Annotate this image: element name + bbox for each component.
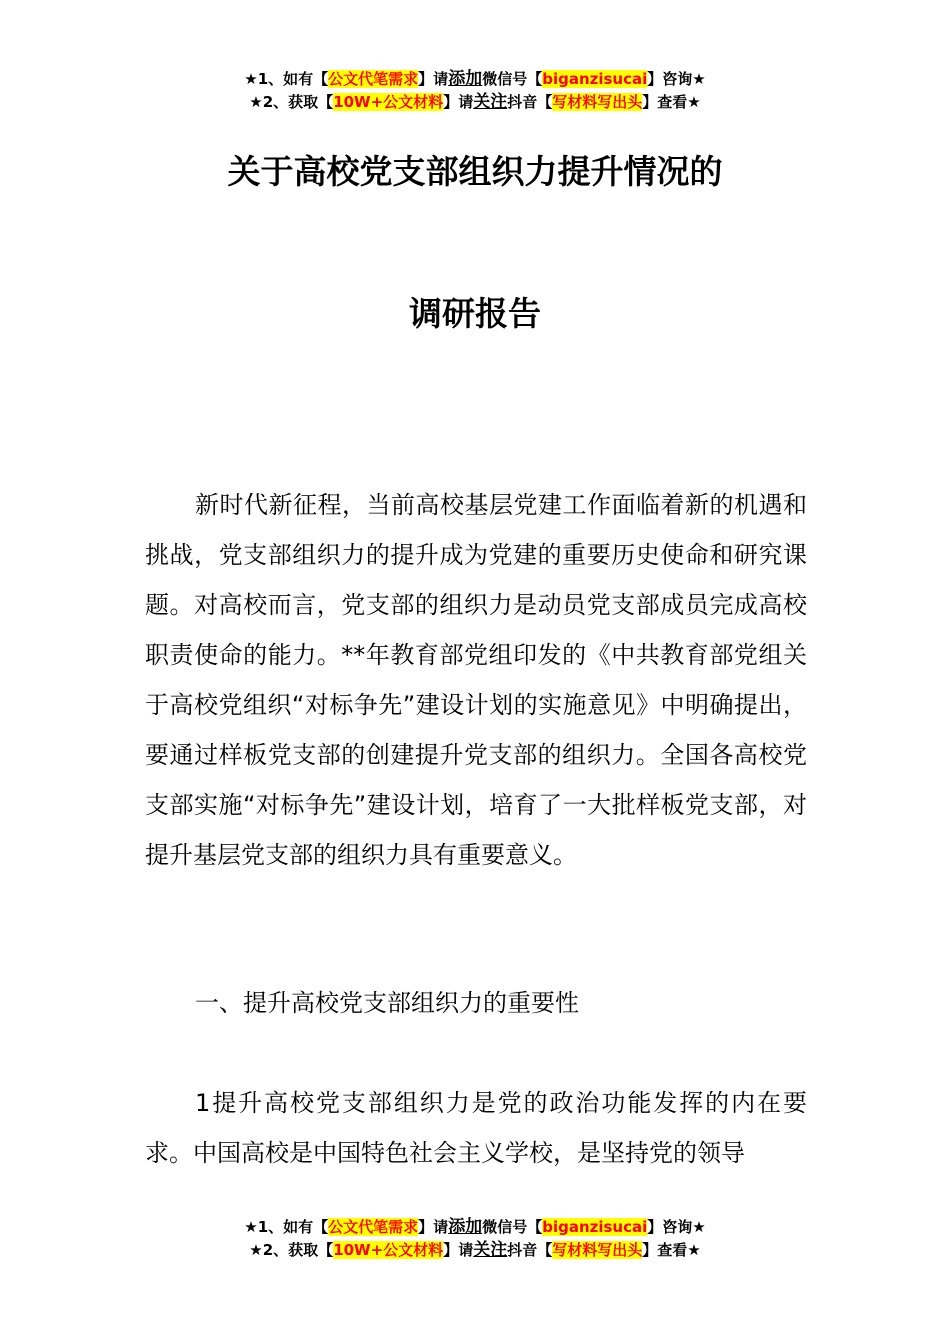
promo-banner-top <box>0 68 950 114</box>
promo-highlight: 10W+公文材料 <box>333 93 444 111</box>
promo-underline: 关注 <box>473 1240 508 1260</box>
promo-wechat-id: biganzisucai <box>542 70 648 88</box>
promo-wechat-id: biganzisucai <box>542 1218 648 1236</box>
promo-highlight: 公文代笔需求 <box>328 70 419 88</box>
promo-line-1: ★1、如有【公文代笔需求】请添加微信号【biganzisucai】咨询★ <box>244 1217 706 1237</box>
promo-line-1: ★1、如有【公文代笔需求】请添加微信号【biganzisucai】咨询★ <box>244 69 706 89</box>
promo-banner-bottom <box>0 1216 950 1262</box>
body-paragraph: 新时代新征程，当前高校基层党建工作面临着新的机遇和挑战，党支部组织力的提升成为党建的重要历史使命和研究课题。对高校而言，党支部的组织力是动员党支部成员完成高校职责使命的能力。**年教育部党组印发的《中共教育部党组关于高校党组织“对标争先”建设计划的实施意见》中明确提出，要通过样板党支部的创建提升党支部的组织力。全国各高校党支部实施“对标争先”建设计划，培育了一大批样板党支部，对提升基层党支部的组织力具有重要意义。 <box>145 491 807 869</box>
section-heading: 一、提升高校党支部组织力的重要性 <box>195 989 579 1017</box>
document-title-line-2: 调研报告 <box>409 294 541 333</box>
promo-underline: 关注 <box>473 92 508 112</box>
document-title-line-1: 关于高校党支部组织力提升情况的 <box>227 152 723 191</box>
promo-douyin-id: 写材料写出头 <box>552 1241 643 1259</box>
body-paragraph: 1提升高校党支部组织力是党的政治功能发挥的内在要求。中国高校是中国特色社会主义学校，是坚持党的领导 <box>145 1089 807 1167</box>
promo-highlight: 公文代笔需求 <box>328 1218 419 1236</box>
promo-line-2: ★2、获取【10W+公文材料】请关注抖音【写材料写出头】查看★ <box>249 1240 701 1260</box>
promo-line-2: ★2、获取【10W+公文材料】请关注抖音【写材料写出头】查看★ <box>249 92 701 112</box>
promo-underline: 添加 <box>448 1217 483 1237</box>
promo-douyin-id: 写材料写出头 <box>552 93 643 111</box>
promo-underline: 添加 <box>448 69 483 89</box>
promo-highlight: 10W+公文材料 <box>333 1241 444 1259</box>
